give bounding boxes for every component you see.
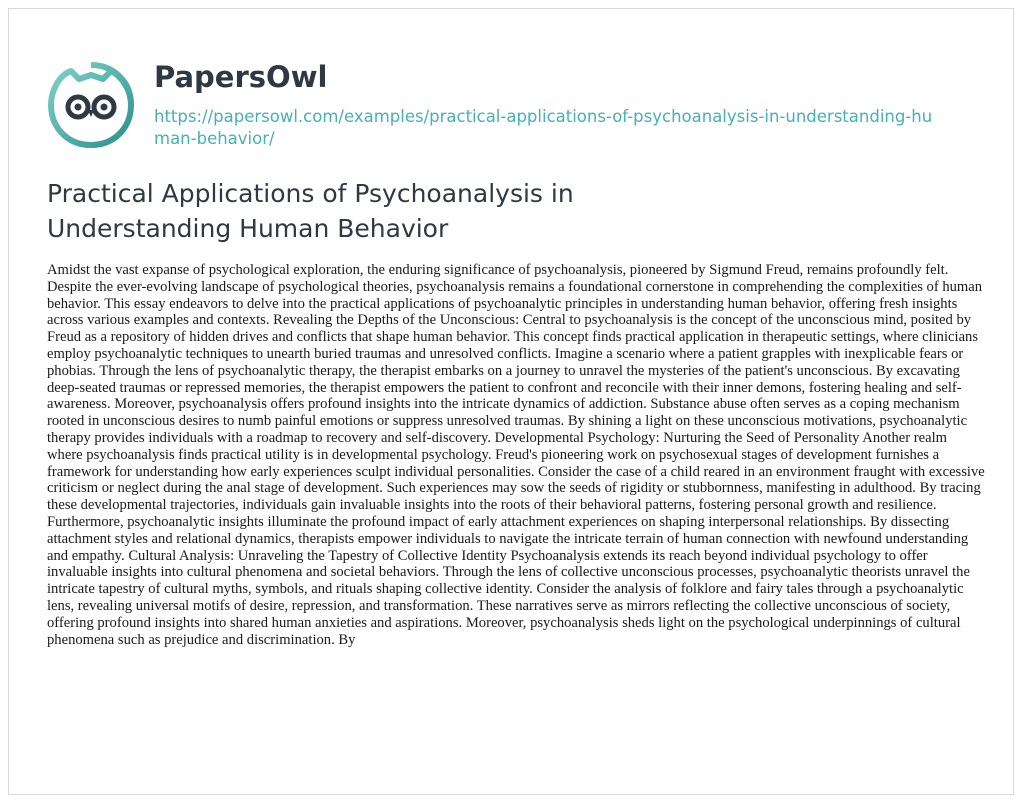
owl-icon <box>47 61 135 149</box>
document-title: Practical Applications of Psychoanalysis in Understanding Human Behavior <box>47 179 574 243</box>
document-body: Amidst the vast expanse of psychological exploration, the enduring significance of psychoanalysis, pioneered by Sigmund Freud, remains profoundly felt. Despite the ever-evolving landscape of psychological theories, psychoanalysis remains a foundational cornerstone in comprehending the complexities of human behavior. This essay endeavors to delve into the practical applications of psychoanalytic principles in understanding human behavior, offering fresh insights across various examples and contexts. Revealing the Depths of the Unconscious: Central to psychoanalysis is the concept of the unconscious mind, posited by Freud as a repository of hidden drives and conflicts that shape human behavior. This concept finds practical application in therapeutic settings, where clinicians employ psychoanalytic techniques to unearth buried traumas and unresolved conflicts. Imagine a scenario where a patient grapples with inexplicable fears or phobias. Through the lens of psychoanalytic therapy, the therapist embarks on a journey to unravel the mysteries of the patient's unconscious. By excavating deep-seated traumas or repressed memories, the therapist empowers the patient to confront and reconcile with their inner demons, fostering healing and self-awareness. Moreover, psychoanalysis offers profound insights into the intricate dynamics of addiction. Substance abuse often serves as a coping mechanism rooted in unconscious desires to numb painful emotions or suppress unresolved traumas. By shining a light on these unconscious motivations, psychoanalytic therapy provides individuals with a roadmap to recovery and self-discovery. Developmental Psychology: Nurturing the Seed of Personality Another realm where psychoanalysis finds practical utility is in developmental psychology. Freud's pioneering work on psychosexual stages of development furnishes a framework for understanding how early experiences sculpt individual personalities. Consider the case of a child reared in an environment fraught with excessive criticism or neglect during the anal stage of development. Such experiences may sow the seeds of rigidity or stubbornness, manifesting in adulthood. By tracing these developmental trajectories, individuals gain invaluable insights into the roots of their behavioral patterns, fostering personal growth and resilience. Furthermore, psychoanalytic insights illuminate the profound impact of early attachment experiences on shaping interpersonal relationships. By dissecting attachment styles and relational dynamics, therapists empower individuals to navigate the intricate terrain of human connection with newfound understanding and empathy. Cultural Analysis: Unraveling the Tapestry of Collective Identity Psychoanalysis extends its reach beyond individual psychology to offer invaluable insights into cultural phenomena and societal behaviors. Through the lens of collective unconscious processes, psychoanalytic theorists unravel the intricate tapestry of cultural myths, symbols, and rituals shaping collective identity. Consider the analysis of folklore and fairy tales through a psychoanalytic lens, revealing universal motifs of desire, repression, and transformation. These narratives serve as mirrors reflecting the collective unconscious of society, offering profound insights into shared human anxieties and aspirations. Moreover, psychoanalysis sheds light on the psychological underpinnings of cultural phenomena such as prejudice and discrimination. By <box>47 262 985 648</box>
brand-name: PapersOwl <box>154 60 328 94</box>
source-url-link[interactable]: https://papersowl.com/examples/practical-applications-of-psychoanalysis-in-understanding-human-behavior/ <box>154 107 933 148</box>
